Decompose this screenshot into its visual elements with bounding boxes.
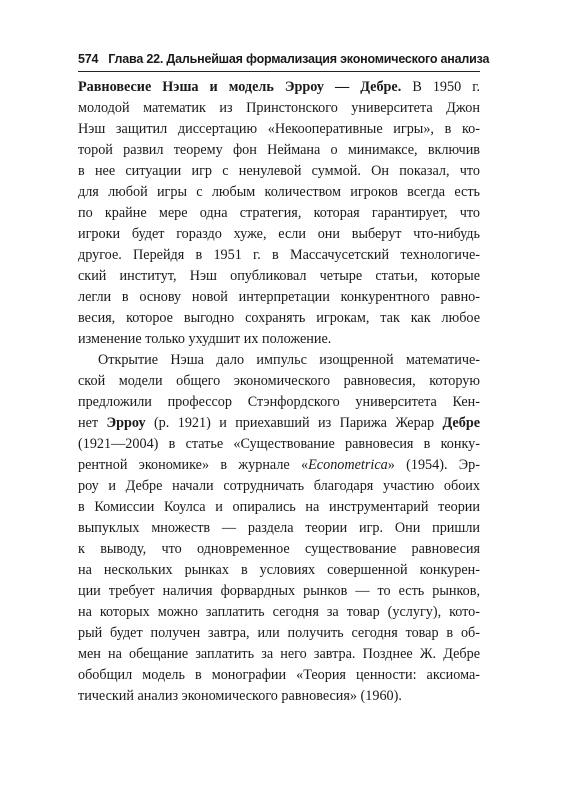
text-line: ции требует наличия форвардных рынков — то есть рынков,	[78, 583, 480, 599]
text-line: в Комиссии Коулса и опирались на инструментарий теории	[78, 499, 480, 515]
text-line: выпуклых множеств — раздела теории игр. Они пришли	[78, 520, 480, 536]
text-line: для любой игры с любым количеством игроков всегда есть	[78, 184, 480, 200]
text-line: игроки будет гораздо хуже, если они выберут что-нибудь	[78, 226, 480, 242]
chapter-title: Глава 22. Дальнейшая формализация экономического анализа	[108, 52, 490, 66]
text-line: к выводу, что одновременное существование равновесия	[78, 541, 480, 557]
name-arrow: Эрроу	[106, 415, 146, 431]
text-line: обобщил модель в монографии «Теория ценности: аксиома-	[78, 667, 480, 683]
text-line: ской модели общего экономического равновесия, которую	[78, 373, 480, 389]
text-line: в нее ситуации игр с ненулевой суммой. Он показал, что	[78, 163, 480, 179]
run-in-heading: Равновесие Нэша и модель Эрроу — Дебре.	[78, 79, 402, 95]
name-debreu: Дебре	[442, 415, 481, 431]
text-line: на нескольких рынках в условиях совершенной конкурен-	[78, 562, 480, 578]
text-line: тический анализ экономического равновесия» (1960).	[78, 688, 402, 704]
text-line: молодой математик из Принстонского университета Джон	[78, 100, 480, 116]
text-line: нет Эрроу (р. 1921) и приехавший из Парижа Жерар Дебре	[78, 415, 481, 431]
journal-title: Econometrica	[308, 457, 388, 473]
page-number: 574	[78, 52, 99, 66]
text-line: торой развил теорему фон Неймана о минимаксе, включив	[78, 142, 480, 158]
text-line: мен на обещание заплатить за него завтра. Позднее Ж. Дебре	[78, 646, 480, 662]
text-line: изменение только ухудшит их положение.	[78, 331, 332, 347]
text-line: Нэш защитил диссертацию «Некооперативные игры», в ко-	[78, 121, 480, 137]
text-line: весия, которое выгодно сохранять игрокам, так как любое	[78, 310, 480, 326]
text-line: Открытие Нэша дало импульс изощренной математиче-	[98, 352, 480, 368]
text-line: (1921—2004) в статье «Существование равновесия в конку-	[78, 436, 480, 452]
text-line: ский институт, Нэш опубликовал четыре статьи, которые	[78, 268, 480, 284]
text-line: роу и Дебре начали сотрудничать благодаря участию обоих	[78, 478, 480, 494]
text-line: рентной экономике» в журнале «Econometrica» (1954). Эр-	[78, 457, 480, 473]
text-line: по крайне мере одна стратегия, которая гарантирует, что	[78, 205, 480, 221]
text-line: другое. Перейдя в 1951 г. в Массачусетский технологиче-	[78, 247, 480, 263]
text-line: Равновесие Нэша и модель Эрроу — Дебре. В 1950 г.	[78, 79, 481, 95]
text-line: на которых можно заплатить сегодня за товар (услугу), кото-	[78, 604, 480, 620]
text-line: предложили профессор Стэнфордского университета Кен-	[78, 394, 480, 410]
text-line: рый будет получен завтра, или получить сегодня товар в об-	[78, 625, 480, 641]
text-line: легли в основу новой интерпретации конкурентного равно-	[78, 289, 480, 305]
